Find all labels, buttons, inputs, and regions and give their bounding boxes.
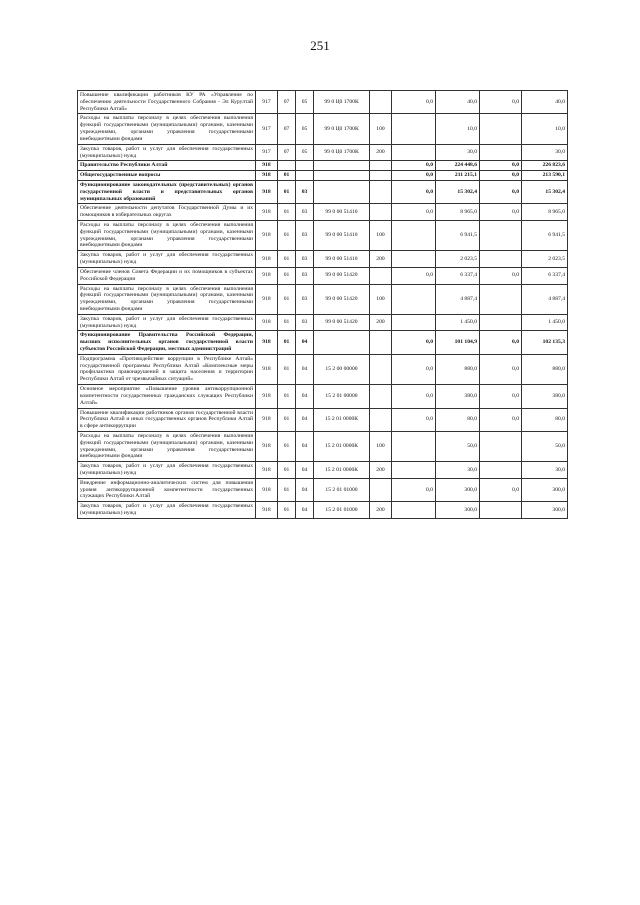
section-code: 07 (278, 114, 296, 144)
ministry-code: 918 (256, 431, 278, 461)
amount-col-2: 300,0 (436, 478, 480, 501)
amount-col-3 (480, 462, 522, 479)
amount-col-3 (480, 502, 522, 519)
row-name: Функционирование Правительства Российской Федерации, высших исполнительных органов государственной власти субъектов Российской Федерации, местных администраций (78, 331, 256, 354)
target-article (314, 161, 370, 171)
row-name: Общегосударственные вопросы (78, 171, 256, 181)
target-article (314, 331, 370, 354)
amount-col-2: 224 448,6 (436, 161, 480, 171)
target-article: 15 2 01 01000 (314, 478, 370, 501)
amount-col-2: 50,0 (436, 431, 480, 461)
row-name: Закупка товаров, работ и услуг для обеспечения государственных (муниципальных) нужд (78, 144, 256, 161)
expense-type (370, 478, 392, 501)
section-code: 01 (278, 385, 296, 408)
target-article: 99 0 00 51410 (314, 251, 370, 268)
section-code: 01 (278, 267, 296, 284)
amount-col-2: 380,0 (436, 385, 480, 408)
expense-type: 100 (370, 431, 392, 461)
page-number: 251 (310, 38, 330, 53)
amount-col-3: 0,0 (480, 408, 522, 431)
section-code: 01 (278, 354, 296, 384)
table-row (78, 431, 568, 461)
amount-col-2: 6 337,4 (436, 267, 480, 284)
table-row (78, 204, 568, 221)
amount-col-2: 8 965,0 (436, 204, 480, 221)
row-name: Повышение квалификации работников органов государственной власти Республики Алтай и иных государственных органов Республики Алтай в сфере антикоррупции (78, 408, 256, 431)
target-article: 99 0 00 51410 (314, 221, 370, 251)
row-name: Расходы на выплаты персоналу в целях обеспечения выполнения функций государственными (муниципальными) органами, казенными учреждениями, органами управления государственными внебюджетными фондами (78, 284, 256, 314)
table-row (78, 171, 568, 181)
row-name: Расходы на выплаты персоналу в целях обеспечения выполнения функций государственными (муниципальными) органами, казенными учреждениями, органами управления государственными внебюджетными фондами (78, 114, 256, 144)
amount-col-3: 0,0 (480, 331, 522, 354)
target-article: 15 2 01 01000 (314, 502, 370, 519)
ministry-code: 918 (256, 331, 278, 354)
amount-col-3 (480, 251, 522, 268)
table-body (78, 91, 568, 519)
expense-type (370, 161, 392, 171)
amount-col-4: 40,0 (522, 91, 568, 114)
amount-col-3: 0,0 (480, 204, 522, 221)
amount-col-2: 15 302,4 (436, 180, 480, 203)
expense-type (370, 180, 392, 203)
amount-col-3: 0,0 (480, 354, 522, 384)
amount-col-3 (480, 314, 522, 331)
expense-type: 200 (370, 144, 392, 161)
ministry-code: 917 (256, 114, 278, 144)
expense-type: 200 (370, 314, 392, 331)
section-code: 01 (278, 180, 296, 203)
table-row (78, 180, 568, 203)
subsection-code: 03 (296, 251, 314, 268)
table-row (78, 331, 568, 354)
amount-col-2: 1 450,0 (436, 314, 480, 331)
amount-col-4: 300,0 (522, 502, 568, 519)
subsection-code: 04 (296, 385, 314, 408)
amount-col-4: 15 302,4 (522, 180, 568, 203)
row-name: Закупка товаров, работ и услуг для обеспечения государственных (муниципальных) нужд (78, 251, 256, 268)
ministry-code: 918 (256, 314, 278, 331)
amount-col-4: 880,0 (522, 354, 568, 384)
row-name: Правительство Республики Алтай (78, 161, 256, 171)
expense-type: 100 (370, 284, 392, 314)
section-code: 01 (278, 314, 296, 331)
amount-col-4: 300,0 (522, 478, 568, 501)
expense-type (370, 171, 392, 181)
amount-col-3 (480, 284, 522, 314)
amount-col-4: 8 965,0 (522, 204, 568, 221)
amount-col-4: 226 823,6 (522, 161, 568, 171)
expense-type (370, 331, 392, 354)
subsection-code: 04 (296, 408, 314, 431)
amount-col-2: 10,0 (436, 114, 480, 144)
subsection-code: 03 (296, 284, 314, 314)
table-row (78, 161, 568, 171)
budget-table (77, 90, 568, 519)
amount-col-4: 1 450,0 (522, 314, 568, 331)
amount-col-4: 10,0 (522, 114, 568, 144)
table-row (78, 314, 568, 331)
target-article: 99 0 00 51420 (314, 284, 370, 314)
subsection-code (296, 171, 314, 181)
amount-col-2: 101 104,9 (436, 331, 480, 354)
ministry-code: 918 (256, 284, 278, 314)
table-row (78, 354, 568, 384)
subsection-code: 04 (296, 462, 314, 479)
amount-col-3: 0,0 (480, 267, 522, 284)
amount-col-3: 0,0 (480, 180, 522, 203)
table-row (78, 462, 568, 479)
ministry-code: 918 (256, 462, 278, 479)
ministry-code: 918 (256, 408, 278, 431)
amount-col-2: 2 023,5 (436, 251, 480, 268)
expense-type: 100 (370, 221, 392, 251)
section-code: 07 (278, 144, 296, 161)
section-code: 01 (278, 502, 296, 519)
expense-type: 100 (370, 114, 392, 144)
amount-col-1: 0,0 (392, 385, 436, 408)
amount-col-1: 0,0 (392, 267, 436, 284)
table-row (78, 408, 568, 431)
target-article: 99 0 Ц0 1700К (314, 114, 370, 144)
amount-col-3 (480, 221, 522, 251)
subsection-code: 03 (296, 221, 314, 251)
amount-col-2: 880,0 (436, 354, 480, 384)
ministry-code: 918 (256, 221, 278, 251)
section-code: 01 (278, 171, 296, 181)
ministry-code: 917 (256, 144, 278, 161)
expense-type (370, 385, 392, 408)
ministry-code: 918 (256, 251, 278, 268)
amount-col-1 (392, 431, 436, 461)
amount-col-1: 0,0 (392, 171, 436, 181)
expense-type (370, 91, 392, 114)
amount-col-4: 213 590,1 (522, 171, 568, 181)
amount-col-1 (392, 114, 436, 144)
subsection-code: 03 (296, 204, 314, 221)
amount-col-1: 0,0 (392, 180, 436, 203)
amount-col-1 (392, 314, 436, 331)
table-row (78, 91, 568, 114)
row-name: Закупка товаров, работ и услуг для обеспечения государственных (муниципальных) нужд (78, 314, 256, 331)
section-code (278, 161, 296, 171)
expense-type: 200 (370, 251, 392, 268)
subsection-code: 05 (296, 144, 314, 161)
amount-col-2: 300,0 (436, 502, 480, 519)
subsection-code: 04 (296, 431, 314, 461)
row-name: Закупка товаров, работ и услуг для обеспечения государственных (муниципальных) нужд (78, 462, 256, 479)
expense-type: 200 (370, 462, 392, 479)
target-article: 99 0 Ц0 1700К (314, 91, 370, 114)
amount-col-3: 0,0 (480, 385, 522, 408)
row-name: Расходы на выплаты персоналу в целях обеспечения выполнения функций государственными (муниципальными) органами, казенными учреждениями, органами управления государственными внебюджетными фондами (78, 431, 256, 461)
target-article: 15 2 01 0000К (314, 431, 370, 461)
amount-col-4: 2 023,5 (522, 251, 568, 268)
table-row (78, 114, 568, 144)
amount-col-1 (392, 221, 436, 251)
target-article: 99 0 00 51420 (314, 267, 370, 284)
amount-col-1 (392, 502, 436, 519)
row-name: Функционирование законодательных (представительных) органов государственной власти и представительных органов муниципальных образований (78, 180, 256, 203)
ministry-code: 918 (256, 267, 278, 284)
amount-col-4: 6 941,5 (522, 221, 568, 251)
amount-col-4: 50,0 (522, 431, 568, 461)
amount-col-2: 6 941,5 (436, 221, 480, 251)
row-name: Обеспечение деятельности депутатов Государственной Думы и их помощников в избирательных округах (78, 204, 256, 221)
table-row (78, 267, 568, 284)
amount-col-1 (392, 284, 436, 314)
target-article: 15 2 01 00000 (314, 385, 370, 408)
amount-col-2: 211 215,1 (436, 171, 480, 181)
target-article: 99 0 00 51410 (314, 204, 370, 221)
amount-col-1: 0,0 (392, 161, 436, 171)
section-code: 01 (278, 462, 296, 479)
row-name: Обеспечение членов Совета Федерации и их помощников в субъектах Российской Федерации (78, 267, 256, 284)
expense-type (370, 267, 392, 284)
expense-type: 200 (370, 502, 392, 519)
subsection-code: 04 (296, 331, 314, 354)
table-row (78, 385, 568, 408)
amount-col-2: 30,0 (436, 144, 480, 161)
subsection-code: 04 (296, 502, 314, 519)
ministry-code: 918 (256, 180, 278, 203)
expense-type (370, 354, 392, 384)
amount-col-4: 6 337,4 (522, 267, 568, 284)
ministry-code: 918 (256, 204, 278, 221)
amount-col-1 (392, 462, 436, 479)
ministry-code: 918 (256, 385, 278, 408)
subsection-code: 04 (296, 478, 314, 501)
amount-col-2: 30,0 (436, 462, 480, 479)
amount-col-3 (480, 114, 522, 144)
expense-type (370, 204, 392, 221)
section-code: 01 (278, 284, 296, 314)
row-name: Основное мероприятие «Повышение уровня антикоррупционной компетентности государственных гражданских служащих Республики Алтай» (78, 385, 256, 408)
amount-col-1: 0,0 (392, 354, 436, 384)
target-article: 15 2 00 00000 (314, 354, 370, 384)
target-article (314, 171, 370, 181)
amount-col-3 (480, 431, 522, 461)
amount-col-3 (480, 144, 522, 161)
table-row (78, 144, 568, 161)
amount-col-3: 0,0 (480, 91, 522, 114)
amount-col-1: 0,0 (392, 331, 436, 354)
section-code: 01 (278, 478, 296, 501)
amount-col-4: 80,0 (522, 408, 568, 431)
section-code: 01 (278, 331, 296, 354)
subsection-code: 03 (296, 180, 314, 203)
amount-col-4: 30,0 (522, 144, 568, 161)
row-name: Внедрение информационно-аналитических систем для повышения уровня антикоррупционной компетентности государственных служащих Республики Алтай (78, 478, 256, 501)
section-code: 01 (278, 251, 296, 268)
table-row (78, 221, 568, 251)
subsection-code: 04 (296, 354, 314, 384)
amount-col-4: 102 135,3 (522, 331, 568, 354)
row-name: Подпрограмма «Противодействие коррупции в Республике Алтай» государственной программы Республики Алтай «Комплексные меры профилактики правонарушений и защита населения и территории Республики Алтай от чрезвычайных ситуаций» (78, 354, 256, 384)
amount-col-3: 0,0 (480, 161, 522, 171)
amount-col-2: 80,0 (436, 408, 480, 431)
target-article: 99 0 00 51420 (314, 314, 370, 331)
subsection-code: 05 (296, 91, 314, 114)
ministry-code: 918 (256, 171, 278, 181)
target-article: 99 0 Ц0 1700К (314, 144, 370, 161)
amount-col-1: 0,0 (392, 204, 436, 221)
table-row (78, 251, 568, 268)
subsection-code: 03 (296, 314, 314, 331)
table-row (78, 478, 568, 501)
amount-col-2: 4 887,4 (436, 284, 480, 314)
expense-type (370, 408, 392, 431)
amount-col-3: 0,0 (480, 171, 522, 181)
amount-col-1 (392, 251, 436, 268)
subsection-code (296, 161, 314, 171)
section-code: 01 (278, 204, 296, 221)
amount-col-2: 40,0 (436, 91, 480, 114)
row-name: Расходы на выплаты персоналу в целях обеспечения выполнения функций государственными (муниципальными) органами, казенными учреждениями, органами управления государственными внебюджетными фондами (78, 221, 256, 251)
table-row (78, 284, 568, 314)
section-code: 07 (278, 91, 296, 114)
row-name: Закупка товаров, работ и услуг для обеспечения государственных (муниципальных) нужд (78, 502, 256, 519)
amount-col-4: 380,0 (522, 385, 568, 408)
amount-col-4: 30,0 (522, 462, 568, 479)
row-name: Повышение квалификации работников КУ РА «Управление по обеспечению деятельности Государственного Собрания - Эл Курултай Республики Алтай» (78, 91, 256, 114)
subsection-code: 05 (296, 114, 314, 144)
ministry-code: 917 (256, 91, 278, 114)
subsection-code: 03 (296, 267, 314, 284)
table-row (78, 502, 568, 519)
amount-col-1 (392, 144, 436, 161)
ministry-code: 918 (256, 478, 278, 501)
section-code: 01 (278, 431, 296, 461)
amount-col-1: 0,0 (392, 91, 436, 114)
amount-col-4: 4 887,4 (522, 284, 568, 314)
section-code: 01 (278, 408, 296, 431)
target-article (314, 180, 370, 203)
amount-col-1: 0,0 (392, 478, 436, 501)
ministry-code: 918 (256, 354, 278, 384)
target-article: 15 2 01 0000К (314, 408, 370, 431)
ministry-code: 918 (256, 502, 278, 519)
amount-col-1: 0,0 (392, 408, 436, 431)
amount-col-3: 0,0 (480, 478, 522, 501)
target-article: 15 2 01 0000К (314, 462, 370, 479)
ministry-code: 918 (256, 161, 278, 171)
section-code: 01 (278, 221, 296, 251)
